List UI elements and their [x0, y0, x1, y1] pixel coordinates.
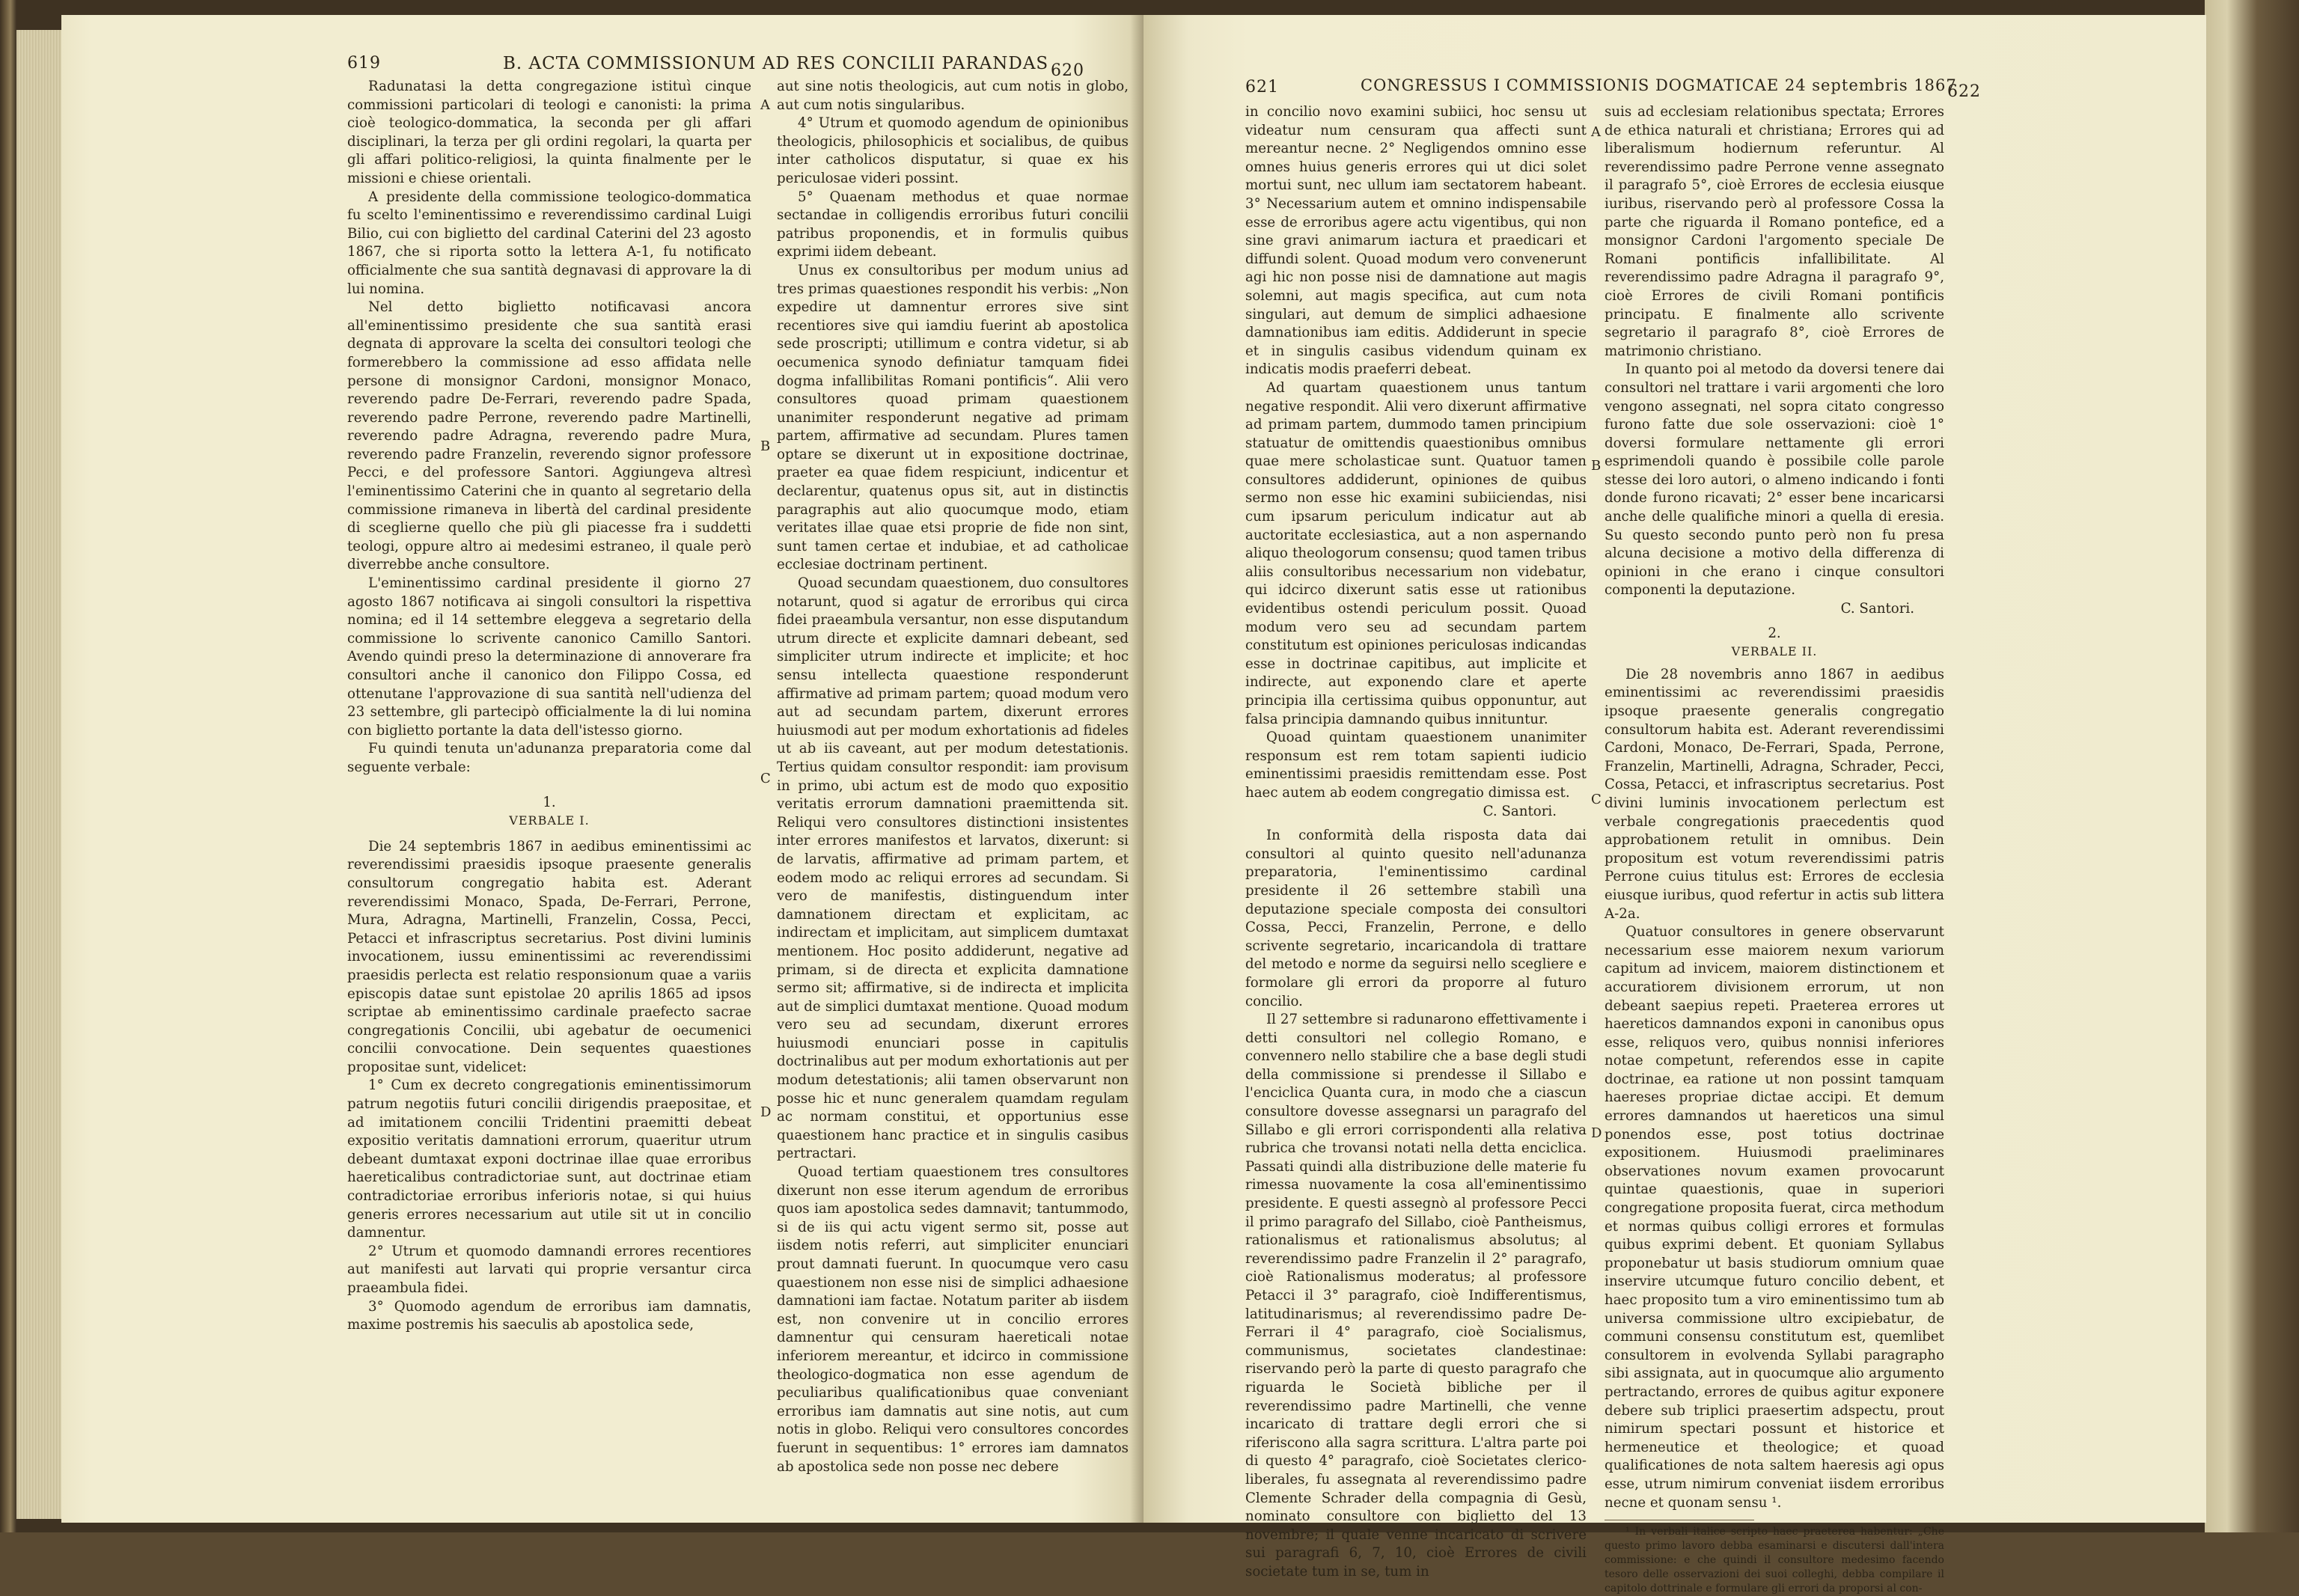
left-page	[61, 15, 1144, 1523]
signature: C. Santori.	[1840, 601, 1914, 617]
section-number: 1.	[543, 794, 556, 810]
paragraph: L'eminentissimo cardinal presidente il giorno 27 agosto 1867 notificava ai singoli consultori la rispettiva nomina; ed il 14 settembre eleggeva a segretario della commissione lo scrivente canonico Camillo Santori. Avendo quindi preso la determinazione di annoverare fra consultori anche il canonico don Filippo Cossa, ed ottenutane l'approvazione di sua santità nell'udienza del 23 settembre, gli partecipò officialmente la di lui nomina con biglietto portante la data dell'istesso giorno.	[347, 575, 751, 739]
paragraph: Radunatasi la detta congregazione istituì cinque commissioni particolari di teologi e canonisti: la prima cioè teologico-dommatica, la seconda per gli affari disciplinari, la terza per gli ordini regolari, la quarta per gli affari politico-religiosi, la quinta finalmente per le missioni e chiese orientali.	[347, 79, 751, 186]
section-heading: VERBALE I.	[509, 813, 590, 828]
paragraph: 4° Utrum et quomodo agendum de opinionibus theologicis, philosophicis et socialibus, de quibus inter catholicos disputatur, si quae ex his periculosae videri possint.	[777, 115, 1129, 186]
right-page-column-2	[1605, 103, 1944, 1596]
paragraph: Quoad secundam quaestionem, duo consultores notarunt, quod si agatur de erroribus qui circa fidei praeambula versantur, non esse disputandum utrum directe et explicite damnari debeant, sed simpliciter utrum indirecte et implicite; et hoc sensu intellecta quaestione responderunt affirmative ad primam partem; quoad modum vero aut ad secundam partem, dixerunt errores huiusmodi aut per modum exhortationis ad fideles ut ab iis caveant, aut per modum detestationis. Tertius quidam consultor respondit: iam provisum in primo, ubi actum est de modo quo expositio veritatis errorum damnationi praemittenda sit. Reliqui vero consultores distinctioni insistentes inter errores manifestos et larvatos, dixerunt: si de larvatis, affirmative ad primam partem, et eodem modo ac reliqui errores ad secundam. Si vero de manifestis, distinguendum inter damnationem directam et explicitam, ac indirectam et implicitam, aut simplicem dumtaxat mentionem. Hoc posito addiderunt, negative ad primam, si de directa et explicita damnatione sermo sit; affirmative, si de indirecta et implicita aut de simplici dumtaxat mentione. Quoad modum vero seu ad secundam, dixerunt errores huiusmodi enunciari posse in capitulis doctrinalibus aut per modum exhortationis aut per modum detestationis; alii tamen observarunt non posse hic et nunc generalem quamdam regulam ac normam constitui, et opportunius esse quaestionem hanc practice et in singulis casibus pertractari.	[777, 575, 1129, 1162]
margin-marker-a: A	[760, 97, 770, 113]
margin-marker-d: D	[1591, 1125, 1602, 1141]
paragraph: in concilio novo examini subiici, hoc sensu ut videatur num censuram qua affecti sunt mereantur necne. 2° Negligendos omnino esse omnes huius generis errores qui ut dici solet mortui sunt, nec ullum iam sectatorem habeant. 3° Necessarium autem et omnino indispensabile esse de erroribus agere actu vigentibus, qui non sine gravi animarum iactura et praedicari et diffundi solent. Quoad modum vero convenerunt agi hic non posse nisi de damnatione aut magis solemni, aut magis specifica, aut cum nota singulari, aut demum de simplici adhaesione damnationibus iam editis. Addiderunt in specie et in singulis casibus videndum quinam ex indicatis modis praeferri debeat.	[1245, 104, 1587, 378]
paragraph: Il 27 settembre si radunarono effettivamente i detti consultori nel collegio Romano, e convennero nello stabilire che a base degli studi della commissione si prendesse il Sillabo e l'enciclica Quanta cura, in modo che a ciascun consultore dovesse assegnarsi un paragrafo del Sillabo e gli errori corrispondenti alla relativa rubrica che trovansi notati nella detta enciclica. Passati quindi alla distribuzione delle materie fu rimessa nuovamente la cosa all'eminentissimo presidente. E questi assegnò al professore Pecci il primo paragrafo del Sillabo, cioè Pantheismus, rationalismus et rationalismus absolutus; al reverendissimo padre Franzelin il 2° paragrafo, cioè Rationalismus moderatus; al professore Petacci il 3° paragrafo, cioè Indifferentismus, latitudinarismus; al reverendissimo padre De-Ferrari il 4° paragrafo, cioè Socialismus, communismus, societates clandestinae: riservando però la parte di questo paragrafo che riguarda le Società bibliche per il reverendissimo padre Martinelli, che venne incaricato di trattare degli errori che si riferiscono alla sagra scrittura. L'altra parte poi di questo 4° paragrafo, cioè Societates clerico-liberales, fu assegnata al reverendissimo padre Clemente Schrader della compagnia di Gesù, nominato consultore con biglietto del 13 novembre; il quale venne incaricato di scrivere sui paragrafi 6, 7, 10, cioè Errores de civili societate tum in se, tum in	[1245, 1012, 1587, 1580]
margin-marker-a: A	[1591, 124, 1601, 140]
left-page-column-2	[777, 78, 1129, 1476]
paragraph: A presidente della commissione teologico-dommatica fu scelto l'eminentissimo e reverendissimo cardinal Luigi Bilio, cui con biglietto del cardinal Caterini del 23 agosto 1867, che si riporta sotto la lettera A-1, fu notificato officialmente che sua santità degnavasi di approvare la di lui nomina.	[347, 189, 751, 297]
paragraph: Die 24 septembris 1867 in aedibus eminentissimi ac reverendissimi praesidis ipsoque praesente generalis consultorum congregatio habita est. Aderant reverendissimi Monaco, Spada, De-Ferrari, Perrone, Mura, Adragna, Martinelli, Franzelin, Cossa, Pecci, Petacci et infrascriptus secretarius. Post divini luminis invocationem, iussu eminentissimi ac reverendissimi praesidis perlecta est relatio responsionum quae a variis episcopis datae sunt epistolae 20 aprilis 1865 ad ipsos scriptae ab eminentissimo cardinale praefecto sacrae congregationis Concilii, ubi agebatur de oecumenici concilii convocatione. Dein sequentes quaestiones propositae sunt, videlicet:	[347, 838, 751, 1075]
paragraph: In conformità della risposta data dai consultori al quinto quesito nell'adunanza preparatoria, l'eminentissimo cardinal presidente il 26 settembre stabilì una deputazione speciale composta dei consultori Cossa, Pecci, Franzelin, Perrone, e dello scrivente segretario, incaricandola di trattare del metodo e norme da seguirsi nello scegliere e formolare gli errori da proporre al futuro concilio.	[1245, 828, 1587, 1009]
paragraph: In quanto poi al metodo da doversi tenere dai consultori nel trattare i varii argomenti che loro vengono assegnati, nel sopra citato congresso furono fatte due sole osservazioni: cioè 1° doversi formulare nettamente gli errori esprimendoli quando è possibile colle parole stesse dei loro autori, o almeno indicando i fonti donde furono ricavati; 2° esser bene incaricarsi anche delle qualifiche minori a quella di eresia. Su questo secondo punto però non fu presa alcuna decisione a motivo della differenza di opinioni in che erano i cinque consultori componenti la deputazione.	[1605, 361, 1944, 599]
left-page-edges	[16, 30, 61, 1519]
page-number-620: 620	[1051, 61, 1084, 80]
paragraph: Fu quindi tenuta un'adunanza preparatoria come dal seguente verbale:	[347, 741, 751, 775]
footnote-rule	[1605, 1520, 1754, 1525]
page-number-619: 619	[347, 54, 381, 73]
paragraph: 5° Quaenam methodus et quae normae sectandae in colligendis erroribus futuri concilii patribus proponendis, et in formulis quibus exprimi iidem debeant.	[777, 189, 1129, 260]
paragraph: Die 28 novembris anno 1867 in aedibus eminentissimi ac reverendissimi praesidis ipsoque praesente generalis congregatio consultorum habita est. Aderant reverendissimi Cardoni, Monaco, De-Ferrari, Spada, Perrone, Franzelin, Martinelli, Adragna, Schrader, Pecci, Cossa, Petacci, et infrascriptus secretarius. Post divini luminis invocationem perlectum est verbale congregationis praecedentis quod approbationem retulit in omnibus. Dein propositum est votum reverendissimi patris Perrone cuius titulus est: Errores de ecclesia eiusque iuribus, quod refertur in actis sub littera A-2a.	[1605, 666, 1944, 922]
margin-marker-b: B	[760, 438, 771, 454]
left-running-title: B. ACTA COMMISSIONUM AD RES CONCILII PARANDAS	[503, 54, 1049, 73]
right-page	[1144, 15, 2206, 1595]
paragraph: 3° Quomodo agendum de erroribus iam damnatis, maxime postremis his saeculis ab apostolica sede,	[347, 1298, 751, 1333]
signature: C. Santori.	[1483, 803, 1557, 819]
right-page-column-1	[1245, 103, 1587, 1582]
margin-marker-d: D	[760, 1104, 772, 1120]
paragraph: Quoad quintam quaestionem unanimiter responsum est rem totam sapienti iudicio eminentissimi praesidis remittendam esse. Post haec autem ab eodem congregatio dimissa est.	[1245, 730, 1587, 801]
margin-marker-b: B	[1591, 458, 1602, 474]
page-number-622: 622	[1947, 82, 1981, 101]
paragraph: aut sine notis theologicis, aut cum notis in globo, aut cum notis singularibus.	[777, 79, 1129, 113]
paragraph: 2° Utrum et quomodo damnandi errores recentiores aut manifesti aut larvati qui proprie versantur circa praeambula fidei.	[347, 1243, 751, 1296]
right-page-edges	[2205, 0, 2299, 1532]
footnote: ¹ In verbali italice scripto haec praeterea habentur: „Che questo primo lavoro debba esaminarsi e discutersi dall'intera commissione: e che quindi il consultore medesimo facendo tesoro delle osservazioni dei suoi colleghi, debba compilare il capitolo dottrinale e formulare gli errori da proporsi al con-	[1605, 1526, 1944, 1595]
right-running-title: CONGRESSUS I COMMISSIONIS DOGMATICAE 24 septembris 1867	[1361, 76, 1957, 94]
paragraph: Unus ex consultoribus per modum unius ad tres primas quaestiones respondit his verbis: „Non expedire ut damnentur errores sive sint recentiores sive qui iamdiu fuerint ab apostolica sede proscripti; utillimum e contra videtur, si ab oecumenica synodo definiatur tamquam fidei dogma infallibilitas Romani pontificis“. Alii vero consultores quoad primam quaestionem unanimiter responderunt negative ad primam partem, affirmative ad secundam. Plures tamen optare se dixerunt ut in expositione doctrinae, praeter ea quae fidem respiciunt, indicentur et declarentur, quatenus opus sit, aut in distinctis paragraphis aut alio quocumque modo, etiam veritates illae quae etsi proprie de fide non sint, sunt tamen certae et indubiae, et ad catholicae ecclesiae doctrinam pertinent.	[777, 262, 1129, 573]
paragraph: Quoad tertiam quaestionem tres consultores dixerunt non esse iterum agendum de erroribus quos iam apostolica sedes damnavit; tantummodo, si de iis qui actu vigent sermo sit, posse aut iisdem notis referri, aut simpliciter enunciari prout damnati fuerunt. In quocumque vero casu quaestionem non esse nisi de simplici adhaesione damnationi iam factae. Notatum pariter ab iisdem est, non convenire ut in concilio errores damnentur qui censuram haereticali notae inferiorem mereantur, et idcirco in commissione theologico-dogmatica non esse agendum de peculiaribus qualificationibus quae conveniant erroribus iam damnatis aut sine notis, aut cum notis in globo. Reliqui vero consultores concordes fuerunt in sequentibus: 1° errores iam damnatos ab apostolica sede non posse nec debere	[777, 1164, 1129, 1475]
section-number: 2.	[1768, 625, 1781, 641]
paragraph: Nel detto biglietto notificavasi ancora all'eminentissimo presidente che sua santità erasi degnata di approvare la scelta dei consultori teologi che formerebbero la commissione ad esso affidata nelle persone di monsignor Cardoni, monsignor Monaco, reverendo padre De-Ferrari, reverendo padre Spada, reverendo padre Perrone, reverendo padre Martinelli, reverendo padre Adragna, reverendo padre Mura, reverendo padre Franzelin, reverendo signor professore Pecci, e del professore Santori. Aggiungeva altresì l'eminentissimo Caterini che in quanto al segretario della commissione rimaneva in libertà del cardinal presidente di sceglierne quello che più gli piacesse fra i suddetti teologi, oppure altro ai medesimi estraneo, il quale però diverrebbe anche consultore.	[347, 299, 751, 573]
margin-marker-c: C	[760, 771, 771, 786]
right-page-header	[1144, 39, 2206, 101]
page-number-621: 621	[1245, 78, 1279, 97]
paragraph: Quatuor consultores in genere observarunt necessarium esse maiorem nexum variorum capitum ad invicem, maiorem distinctionem et accuratiorem divisionem errorum, ut non debeant saepius repeti. Praeterea errores ut haereticos damnandos exponi in canonibus opus esse, reliquos vero, quibus nonnisi inferiores notae competunt, referendos esse in capite doctrinae, ea ratione ut non possint tamquam haereses propriae dictae accipi. Et demum errores damnandos ut haereticos una simul ponendos esse, post totius doctrinae expositionem. Huiusmodi praeliminares observationes novum examen provocarunt quintae quaestionis, quae in superiori congregatione proposita fuerat, circa methodum et normas quibus colligi errores et formulas quibus exprimi debent. Et quoniam Syllabus proponebatur ut basis studiorum omnium quae inservire utcumque futuro concilio debent, et haec proposito tum a viro eminentissimo tum ab universa commissione ultro excipiebatur, de communi consensu constitutum est, quemlibet consultorem in evolvenda Syllabi paragrapho sibi assignata, aut in quocumque alio argumento pertractando, errores de quibus agitur exponere debere sub triplici praesertim adspectu, prout nimirum spectari possunt et historice et hermeneutice et theologice; et quoad qualificationes de nota saltem haeresis agi opus esse, utrum nimirum conveniat iisdem erroribus necne et quonam sensu ¹.	[1605, 924, 1944, 1511]
paragraph: 1° Cum ex decreto congregationis eminentissimorum patrum negotiis futuri concilii dirigendis praepositae, et ad imitationem concilii Tridentini praemitti debeat expositio veritatis damnationi errorum, quaeritur utrum debeant dumtaxat exponi doctrinae illae quae erroribus haereticalibus contradictoriae sunt, aut doctrinae etiam contradictoriae erroribus inferioris notae, si qui huius generis errores necessarium aut utile sit ut in concilio damnentur.	[347, 1077, 751, 1241]
paragraph: suis ad ecclesiam relationibus spectata; Errores de ethica naturali et christiana; Errores qui ad liberalismum hodiernum referuntur. Al reverendissimo padre Perrone venne assegnato il paragrafo 5°, cioè Errores de ecclesia eiusque iuribus, riservando però al professore Cossa la parte che riguarda il Romano pontefice, ed a monsignor Cardoni l'argomento speciale De Romani pontificis infallibilitate. Al reverendissimo padre Adragna il paragrafo 9°, cioè Errores de civili Romani pontificis principatu. E finalmente allo scrivente segretario il paragrafo 8°, cioè Errores de matrimonio christiano.	[1605, 104, 1944, 359]
left-page-column-1	[347, 78, 751, 1335]
section-heading: VERBALE II.	[1731, 644, 1818, 659]
left-page-header	[61, 39, 1144, 80]
margin-marker-c: C	[1591, 792, 1602, 807]
paragraph: Ad quartam quaestionem unus tantum negative respondit. Alii vero dixerunt affirmative ad primam partem, dummodo tamen principium statuatur de omittendis quaestionibus omnibus quae mere scholasticae sunt. Quatuor tamen consultores addiderunt, opiniones de quibus sermo non esse hic examini subiiciendas, nisi cum ipsarum periculum indicatur aut ab auctoritate ecclesiastica, aut a non aspernando aliquo theologorum consensu; quod tamen tribus aliis consultoribus necessarium non videbatur, qui idcirco dixerunt satis esse ut rationibus evidentibus ostendi periculum possit. Quoad modum vero seu ad secundam partem constitutum est opiniones periculosas indicandas esse in doctrinae capitibus, aut implicite et indirecte, aut exponendo clare et aperte principia illa certissima quibus opponuntur, aut falsa principia damnando quibus innituntur.	[1245, 379, 1587, 727]
